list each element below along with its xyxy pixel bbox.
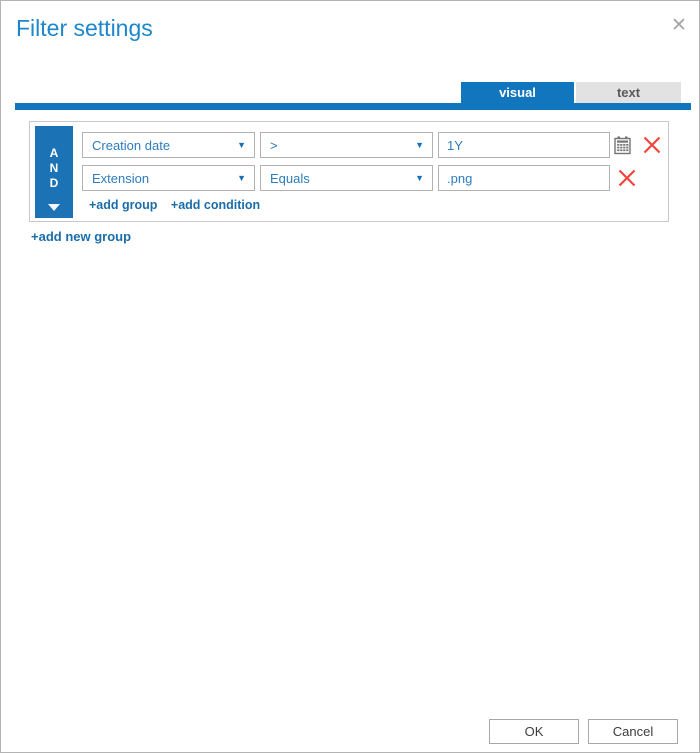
dropdown-arrow-icon: ▼ [415,173,424,183]
condition1-field-value: Creation date [92,137,171,153]
condition1-field-dropdown[interactable] [82,132,255,158]
cancel-button[interactable]: Cancel [588,719,678,744]
condition1-operator-value: > [270,137,278,153]
operator-letter: D [49,176,59,190]
condition1-value-input[interactable] [438,132,610,158]
tab-visual[interactable]: visual [461,82,574,103]
group-links [89,198,270,212]
delete-condition2-icon[interactable] [616,167,638,189]
condition2-operator-dropdown[interactable] [260,165,433,191]
calendar-icon[interactable] [613,135,631,155]
dropdown-arrow-icon: ▼ [415,140,424,150]
operator-letter: N [49,161,59,175]
add-condition-link[interactable]: +add condition [170,198,261,212]
filter-group [29,121,669,222]
condition1-operator-dropdown[interactable] [260,132,433,158]
dropdown-arrow-icon: ▼ [237,140,246,150]
condition2-value-input[interactable] [438,165,610,191]
group-operator-button[interactable] [35,126,73,218]
operator-letter: A [49,146,59,160]
dropdown-arrow-icon: ▼ [237,173,246,183]
tab-underline [15,103,691,110]
delete-condition1-icon[interactable] [641,134,663,156]
tab-text[interactable]: text [576,82,681,103]
close-icon[interactable]: ✕ [671,15,687,36]
add-group-link[interactable]: +add group [89,198,158,212]
condition2-field-value: Extension [92,170,150,186]
chevron-down-icon [48,204,60,211]
add-new-group-link[interactable]: +add new group [31,229,132,244]
dialog-title: Filter settings [16,15,153,41]
ok-button[interactable]: OK [489,719,579,744]
condition2-field-dropdown[interactable] [82,165,255,191]
condition2-operator-value: Equals [270,170,310,186]
